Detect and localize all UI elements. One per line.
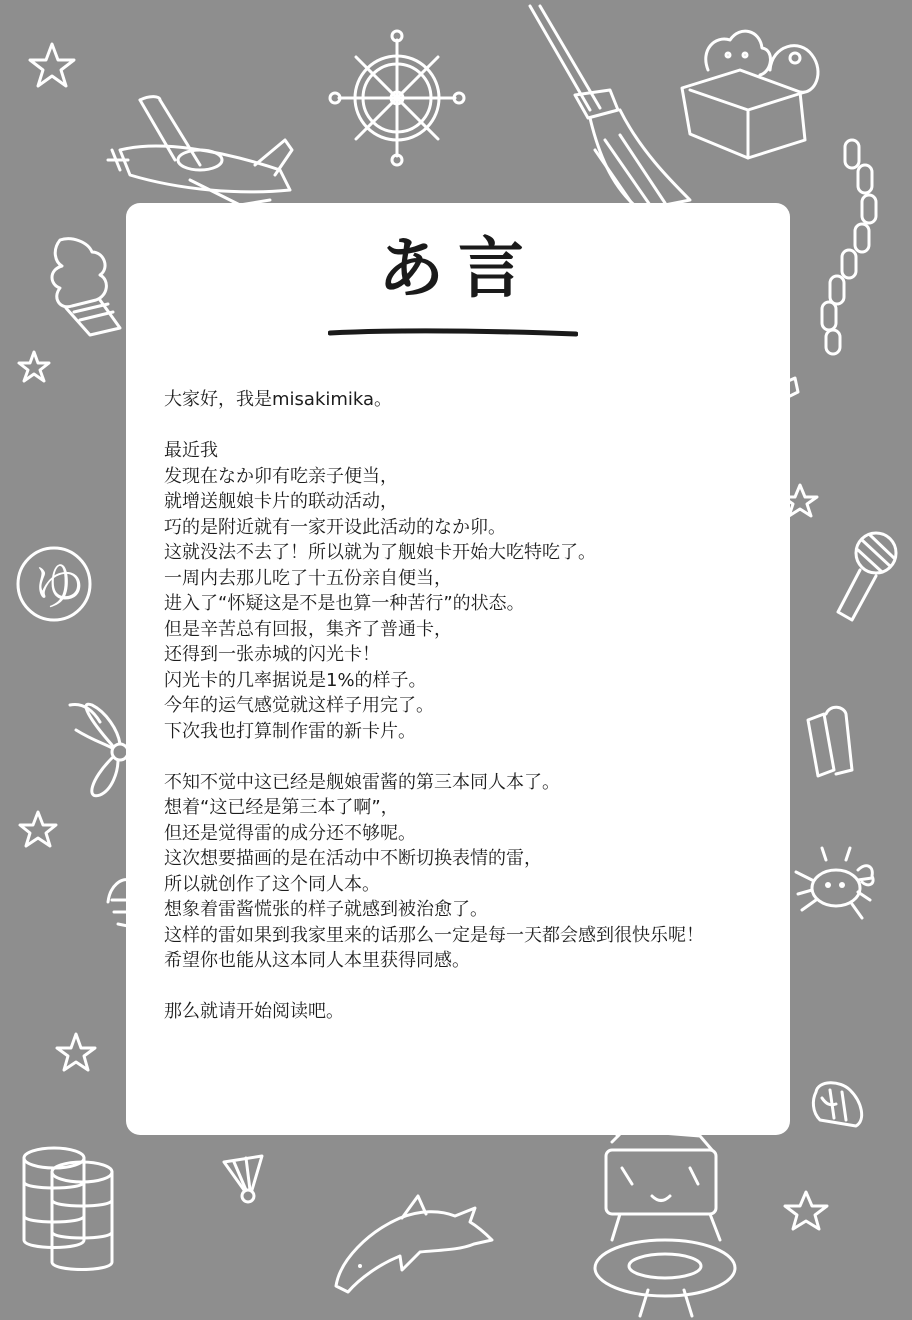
- creature-float-icon: [595, 1120, 735, 1316]
- barrels-icon: [24, 1148, 112, 1270]
- box-creatures-icon: [682, 31, 818, 158]
- airplane-icon: [108, 97, 292, 205]
- star-icon: [19, 352, 49, 381]
- microphone-icon: [838, 533, 896, 620]
- text-line: 下次我也打算制作雷的新卡片。: [164, 720, 416, 742]
- text-line: 就增送舰娘卡片的联动活动，: [164, 491, 398, 512]
- greeting-line: 大家好，我是misakimika。: [164, 389, 393, 410]
- shuttlecock-icon: [224, 1156, 262, 1202]
- broom-icon: [530, 6, 690, 210]
- paragraph-2: [164, 770, 784, 974]
- text-line: 所以就创作了这个同人本。: [164, 873, 380, 895]
- paragraph-1: [164, 438, 784, 744]
- dolphin-icon: [336, 1196, 492, 1292]
- ice-cream-icon: [52, 239, 120, 335]
- text-line: 但是辛苦总有回报，集齐了普通卡，: [164, 618, 452, 640]
- text-line: 这样的雷如果到我家里来的话那么一定是每一天都会感到很快乐呢！: [164, 924, 704, 946]
- crab-icon: [796, 848, 873, 918]
- turtle-icon: [108, 880, 128, 926]
- closing-line: 那么就请开始阅读吧。: [164, 1001, 344, 1022]
- shell-icon: [813, 1083, 861, 1126]
- text-line: 这就没法不去了！所以就为了舰娘卡开始大吃特吃了。: [164, 542, 596, 563]
- text-line: 闪光卡的几率据说是1%的样子。: [164, 669, 427, 691]
- text-line: 这次想要描画的是在活动中不断切换表情的雷，: [164, 848, 542, 869]
- text-line: 今年的运气感觉就这样子用完了。: [164, 695, 434, 716]
- closing-paragraph: [164, 999, 784, 1025]
- lipstick-icon: [808, 707, 852, 776]
- text-line: 想象着雷酱慌张的样子就感到被治愈了。: [164, 899, 488, 920]
- greeting-paragraph: [164, 387, 784, 413]
- badge-icon: [18, 548, 90, 620]
- text-line: 想着“这已经是第三本了啊”，: [164, 797, 399, 818]
- text-line: 发现在なか卯有吃亲子便当，: [164, 465, 398, 487]
- afterword-body: [164, 387, 784, 1050]
- star-icon: [30, 44, 74, 86]
- text-line: 最近我: [164, 440, 218, 461]
- afterword-panel: [126, 203, 790, 1135]
- text-line: 但还是觉得雷的成分还不够呢。: [164, 822, 416, 844]
- text-line: 进入了“怀疑这是不是也算一种苦行”的状态。: [164, 593, 525, 614]
- ship-wheel-icon: [330, 31, 464, 165]
- badge-glyph: ゆ: [33, 557, 86, 617]
- text-line: 不知不觉中这已经是舰娘雷酱的第三本同人本了。: [164, 771, 560, 793]
- star-icon: [57, 1034, 95, 1070]
- text-line: 巧的是附近就有一家开设此活动的なか卯。: [164, 516, 506, 538]
- page-title: あ言: [378, 230, 538, 307]
- star-icon: [20, 812, 56, 846]
- text-line: 一周内去那儿吃了十五份亲自便当，: [164, 567, 452, 589]
- chain-icon: [822, 140, 876, 354]
- text-line: 希望你也能从这本同人本里获得同感。: [164, 950, 470, 971]
- title-underline: [328, 327, 578, 339]
- text-line: 还得到一张赤城的闪光卡！: [164, 644, 380, 665]
- star-icon: [785, 1192, 827, 1229]
